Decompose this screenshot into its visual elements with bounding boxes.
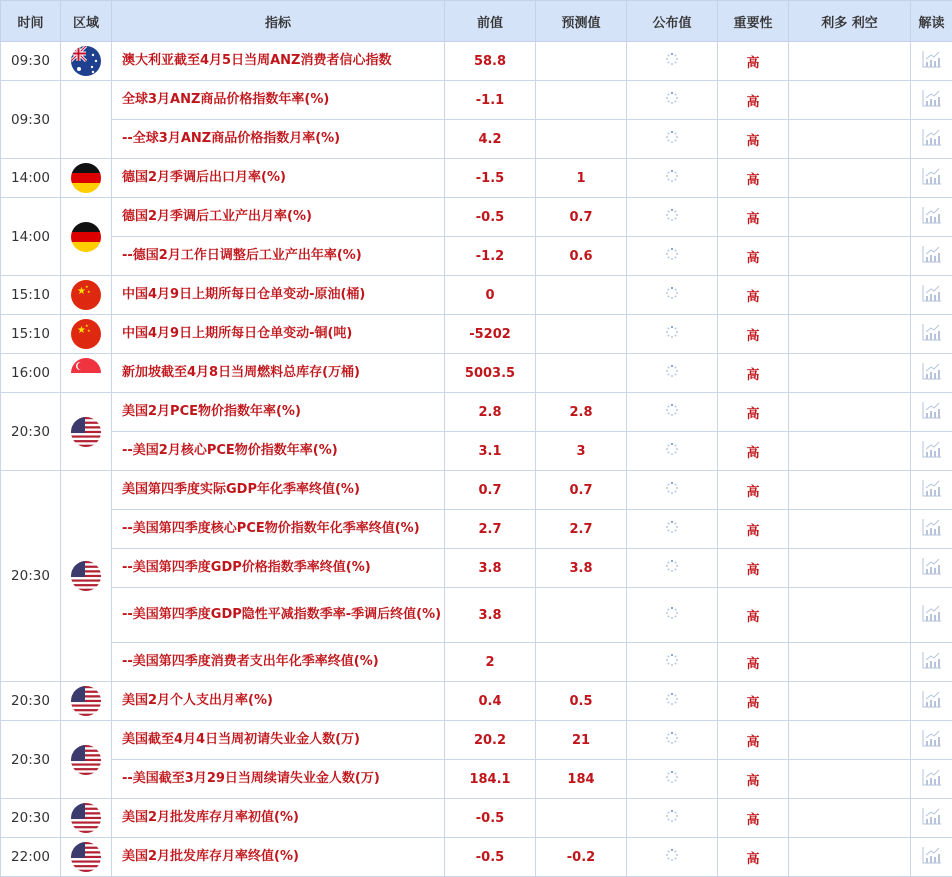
actual-value bbox=[627, 838, 718, 877]
actual-value bbox=[627, 159, 718, 198]
actual-value bbox=[627, 42, 718, 81]
chart-icon[interactable] bbox=[922, 479, 942, 501]
previous-value: -1.1 bbox=[445, 81, 536, 120]
loading-spinner-icon bbox=[665, 653, 679, 671]
table-row[interactable] bbox=[1, 510, 952, 549]
previous-value: 3.8 bbox=[445, 588, 536, 643]
bull-bear-cell bbox=[789, 682, 911, 721]
forecast-value: 0.5 bbox=[536, 682, 627, 721]
chart-icon[interactable] bbox=[922, 440, 942, 462]
region-cell bbox=[61, 198, 112, 276]
actual-value bbox=[627, 471, 718, 510]
chart-icon[interactable] bbox=[922, 604, 942, 626]
analysis-button[interactable] bbox=[911, 393, 952, 432]
bull-bear-cell bbox=[789, 721, 911, 760]
region-cell bbox=[61, 354, 112, 393]
loading-spinner-icon bbox=[665, 731, 679, 749]
chart-icon[interactable] bbox=[922, 245, 942, 267]
bull-bear-cell bbox=[789, 315, 911, 354]
table-row[interactable] bbox=[1, 721, 952, 760]
forecast-value: 2.8 bbox=[536, 393, 627, 432]
region-cell bbox=[61, 393, 112, 471]
indicator-link[interactable]: --德国2月工作日调整后工业产出年率(%) bbox=[112, 237, 445, 276]
actual-value bbox=[627, 432, 718, 471]
usa-flag-icon bbox=[71, 745, 101, 775]
bull-bear-cell bbox=[789, 510, 911, 549]
region-cell bbox=[61, 471, 112, 682]
header-bull-bear: 利多 利空 bbox=[789, 1, 911, 42]
forecast-value: 3 bbox=[536, 432, 627, 471]
loading-spinner-icon bbox=[665, 848, 679, 866]
time-cell: 20:30 bbox=[1, 721, 61, 799]
indicator-link[interactable]: --美国第四季度核心PCE物价指数年化季率终值(%) bbox=[112, 510, 445, 549]
chart-icon[interactable] bbox=[922, 729, 942, 751]
indicator-link[interactable]: 新加坡截至4月8日当周燃料总库存(万桶) bbox=[112, 354, 445, 393]
svg-text:★: ★ bbox=[87, 328, 91, 333]
header-time: 时间 bbox=[1, 1, 61, 42]
loading-spinner-icon bbox=[665, 325, 679, 343]
indicator-link[interactable]: 澳大利亚截至4月5日当周ANZ消费者信心指数 bbox=[112, 42, 445, 81]
forecast-value bbox=[536, 315, 627, 354]
forecast-value bbox=[536, 354, 627, 393]
indicator-link[interactable]: 美国2月批发库存月率初值(%) bbox=[112, 799, 445, 838]
table-row[interactable] bbox=[1, 159, 952, 198]
table-row[interactable] bbox=[1, 760, 952, 799]
indicator-link[interactable]: --美国截至3月29日当周续请失业金人数(万) bbox=[112, 760, 445, 799]
importance-badge: 高 bbox=[718, 682, 789, 721]
analysis-button[interactable] bbox=[911, 760, 952, 799]
loading-spinner-icon bbox=[665, 52, 679, 70]
previous-value: 2.7 bbox=[445, 510, 536, 549]
table-row[interactable] bbox=[1, 198, 952, 237]
indicator-link[interactable]: 美国截至4月4日当周初请失业金人数(万) bbox=[112, 721, 445, 760]
bull-bear-cell bbox=[789, 760, 911, 799]
actual-value bbox=[627, 510, 718, 549]
actual-value bbox=[627, 643, 718, 682]
time-cell: 14:00 bbox=[1, 159, 61, 198]
bull-bear-cell bbox=[789, 643, 911, 682]
analysis-button[interactable] bbox=[911, 159, 952, 198]
chart-icon[interactable] bbox=[922, 167, 942, 189]
analysis-button[interactable] bbox=[911, 198, 952, 237]
loading-spinner-icon bbox=[665, 130, 679, 148]
table-row[interactable] bbox=[1, 81, 952, 120]
importance-badge: 高 bbox=[718, 276, 789, 315]
analysis-button[interactable] bbox=[911, 354, 952, 393]
loading-spinner-icon bbox=[665, 403, 679, 421]
indicator-link[interactable]: 美国2月PCE物价指数年率(%) bbox=[112, 393, 445, 432]
loading-spinner-icon bbox=[665, 770, 679, 788]
usa-flag-icon bbox=[71, 803, 101, 833]
time-cell: 20:30 bbox=[1, 393, 61, 471]
bull-bear-cell bbox=[789, 237, 911, 276]
forecast-value bbox=[536, 643, 627, 682]
importance-badge: 高 bbox=[718, 393, 789, 432]
svg-text:★: ★ bbox=[77, 286, 86, 297]
forecast-value: 184 bbox=[536, 760, 627, 799]
chart-icon[interactable] bbox=[922, 362, 942, 384]
indicator-link[interactable]: 美国2月批发库存月率终值(%) bbox=[112, 838, 445, 877]
indicator-link[interactable]: --全球3月ANZ商品价格指数月率(%) bbox=[112, 120, 445, 159]
previous-value: -0.5 bbox=[445, 838, 536, 877]
importance-badge: 高 bbox=[718, 354, 789, 393]
table-row[interactable] bbox=[1, 354, 952, 393]
indicator-link[interactable]: --美国2月核心PCE物价指数年率(%) bbox=[112, 432, 445, 471]
previous-value: 2 bbox=[445, 643, 536, 682]
indicator-link[interactable]: 中国4月9日上期所每日仓单变动-原油(桶) bbox=[112, 276, 445, 315]
actual-value bbox=[627, 588, 718, 643]
analysis-button[interactable] bbox=[911, 81, 952, 120]
time-cell: 09:30 bbox=[1, 81, 61, 159]
previous-value: -0.5 bbox=[445, 198, 536, 237]
forecast-value: 2.7 bbox=[536, 510, 627, 549]
table-row[interactable] bbox=[1, 315, 952, 354]
table-row[interactable] bbox=[1, 471, 952, 510]
bull-bear-cell bbox=[789, 354, 911, 393]
usa-flag-icon bbox=[71, 842, 101, 872]
table-row[interactable] bbox=[1, 276, 952, 315]
svg-text:★: ★ bbox=[77, 325, 86, 336]
analysis-button[interactable] bbox=[911, 799, 952, 838]
usa-flag-icon bbox=[71, 686, 101, 716]
forecast-value bbox=[536, 799, 627, 838]
previous-value: 2.8 bbox=[445, 393, 536, 432]
indicator-link[interactable]: 美国2月个人支出月率(%) bbox=[112, 682, 445, 721]
chart-icon[interactable] bbox=[922, 557, 942, 579]
region-cell bbox=[61, 276, 112, 315]
actual-value bbox=[627, 549, 718, 588]
importance-badge: 高 bbox=[718, 159, 789, 198]
previous-value: 4.2 bbox=[445, 120, 536, 159]
importance-badge: 高 bbox=[718, 510, 789, 549]
time-cell: 09:30 bbox=[1, 42, 61, 81]
header-importance: 重要性 bbox=[718, 1, 789, 42]
importance-badge: 高 bbox=[718, 643, 789, 682]
previous-value: 184.1 bbox=[445, 760, 536, 799]
time-cell: 15:10 bbox=[1, 276, 61, 315]
forecast-value: 3.8 bbox=[536, 549, 627, 588]
singapore-flag-icon bbox=[71, 358, 101, 388]
chart-icon[interactable] bbox=[922, 284, 942, 306]
forecast-value: 1 bbox=[536, 159, 627, 198]
svg-text:★: ★ bbox=[85, 284, 89, 289]
indicator-link[interactable]: --美国第四季度消费者支出年化季率终值(%) bbox=[112, 643, 445, 682]
forecast-value bbox=[536, 120, 627, 159]
time-cell: 20:30 bbox=[1, 471, 61, 682]
importance-badge: 高 bbox=[718, 120, 789, 159]
analysis-button[interactable] bbox=[911, 682, 952, 721]
table-row[interactable] bbox=[1, 432, 952, 471]
analysis-button[interactable] bbox=[911, 721, 952, 760]
importance-badge: 高 bbox=[718, 432, 789, 471]
bull-bear-cell bbox=[789, 120, 911, 159]
header-indicator: 指标 bbox=[112, 1, 445, 42]
loading-spinner-icon bbox=[665, 606, 679, 624]
chart-icon[interactable] bbox=[922, 206, 942, 228]
table-row[interactable] bbox=[1, 799, 952, 838]
previous-value: -5202 bbox=[445, 315, 536, 354]
importance-badge: 高 bbox=[718, 315, 789, 354]
time-cell: 14:00 bbox=[1, 198, 61, 276]
chart-icon[interactable] bbox=[922, 846, 942, 868]
analysis-button[interactable] bbox=[911, 237, 952, 276]
loading-spinner-icon bbox=[665, 442, 679, 460]
table-row[interactable] bbox=[1, 682, 952, 721]
actual-value bbox=[627, 682, 718, 721]
indicator-link[interactable]: 中国4月9日上期所每日仓单变动-铜(吨) bbox=[112, 315, 445, 354]
importance-badge: 高 bbox=[718, 838, 789, 877]
germany-flag-icon bbox=[71, 222, 101, 252]
indicator-link[interactable]: 德国2月季调后工业产出月率(%) bbox=[112, 198, 445, 237]
analysis-button[interactable] bbox=[911, 315, 952, 354]
chart-icon[interactable] bbox=[922, 690, 942, 712]
analysis-button[interactable] bbox=[911, 120, 952, 159]
usa-flag-icon bbox=[71, 417, 101, 447]
usa-flag-icon bbox=[71, 561, 101, 591]
header-actual: 公布值 bbox=[627, 1, 718, 42]
actual-value bbox=[627, 120, 718, 159]
time-cell: 15:10 bbox=[1, 315, 61, 354]
time-cell: 20:30 bbox=[1, 799, 61, 838]
chart-icon[interactable] bbox=[922, 651, 942, 673]
chart-icon[interactable] bbox=[922, 807, 942, 829]
chart-icon[interactable] bbox=[922, 50, 942, 72]
loading-spinner-icon bbox=[665, 247, 679, 265]
previous-value: 0 bbox=[445, 276, 536, 315]
previous-value: 20.2 bbox=[445, 721, 536, 760]
table-row[interactable] bbox=[1, 643, 952, 682]
forecast-value: 0.7 bbox=[536, 198, 627, 237]
table-row[interactable] bbox=[1, 588, 952, 643]
region-cell bbox=[61, 81, 112, 159]
header-previous: 前值 bbox=[445, 1, 536, 42]
previous-value: -1.2 bbox=[445, 237, 536, 276]
importance-badge: 高 bbox=[718, 81, 789, 120]
chart-icon[interactable] bbox=[922, 89, 942, 111]
importance-badge: 高 bbox=[718, 760, 789, 799]
bull-bear-cell bbox=[789, 42, 911, 81]
actual-value bbox=[627, 721, 718, 760]
forecast-value: 0.6 bbox=[536, 237, 627, 276]
actual-value bbox=[627, 799, 718, 838]
chart-icon[interactable] bbox=[922, 128, 942, 150]
actual-value bbox=[627, 276, 718, 315]
loading-spinner-icon bbox=[665, 169, 679, 187]
bull-bear-cell bbox=[789, 393, 911, 432]
forecast-value: -0.2 bbox=[536, 838, 627, 877]
header-forecast: 预测值 bbox=[536, 1, 627, 42]
region-cell bbox=[61, 799, 112, 838]
indicator-link[interactable]: 德国2月季调后出口月率(%) bbox=[112, 159, 445, 198]
analysis-button[interactable] bbox=[911, 588, 952, 643]
australia-flag-icon bbox=[71, 46, 101, 76]
loading-spinner-icon bbox=[665, 520, 679, 538]
chart-icon[interactable] bbox=[922, 323, 942, 345]
indicator-link[interactable]: --美国第四季度GDP价格指数季率终值(%) bbox=[112, 549, 445, 588]
analysis-button[interactable] bbox=[911, 42, 952, 81]
bull-bear-cell bbox=[789, 198, 911, 237]
previous-value: 0.7 bbox=[445, 471, 536, 510]
bull-bear-cell bbox=[789, 588, 911, 643]
time-cell: 22:00 bbox=[1, 838, 61, 877]
previous-value: 3.8 bbox=[445, 549, 536, 588]
forecast-value bbox=[536, 588, 627, 643]
previous-value: 58.8 bbox=[445, 42, 536, 81]
table-row[interactable] bbox=[1, 549, 952, 588]
table-row[interactable] bbox=[1, 42, 952, 81]
svg-text:★: ★ bbox=[85, 323, 89, 328]
table-row[interactable] bbox=[1, 838, 952, 877]
analysis-button[interactable] bbox=[911, 510, 952, 549]
previous-value: 3.1 bbox=[445, 432, 536, 471]
analysis-button[interactable] bbox=[911, 276, 952, 315]
actual-value bbox=[627, 198, 718, 237]
region-cell bbox=[61, 721, 112, 799]
loading-spinner-icon bbox=[665, 286, 679, 304]
china-flag-icon bbox=[71, 319, 101, 349]
bull-bear-cell bbox=[789, 276, 911, 315]
previous-value: 0.4 bbox=[445, 682, 536, 721]
importance-badge: 高 bbox=[718, 799, 789, 838]
analysis-button[interactable] bbox=[911, 471, 952, 510]
table-row[interactable] bbox=[1, 237, 952, 276]
actual-value bbox=[627, 81, 718, 120]
analysis-button[interactable] bbox=[911, 643, 952, 682]
loading-spinner-icon bbox=[665, 364, 679, 382]
bull-bear-cell bbox=[789, 549, 911, 588]
bull-bear-cell bbox=[789, 81, 911, 120]
bull-bear-cell bbox=[789, 799, 911, 838]
importance-badge: 高 bbox=[718, 237, 789, 276]
region-cell bbox=[61, 42, 112, 81]
previous-value: -1.5 bbox=[445, 159, 536, 198]
bull-bear-cell bbox=[789, 471, 911, 510]
loading-spinner-icon bbox=[665, 809, 679, 827]
region-cell bbox=[61, 838, 112, 877]
analysis-button[interactable] bbox=[911, 549, 952, 588]
importance-badge: 高 bbox=[718, 588, 789, 643]
chart-icon[interactable] bbox=[922, 768, 942, 790]
chart-icon[interactable] bbox=[922, 518, 942, 540]
loading-spinner-icon bbox=[665, 481, 679, 499]
header-region: 区域 bbox=[61, 1, 112, 42]
china-flag-icon bbox=[71, 280, 101, 310]
actual-value bbox=[627, 760, 718, 799]
time-cell: 16:00 bbox=[1, 354, 61, 393]
forecast-value bbox=[536, 42, 627, 81]
analysis-button[interactable] bbox=[911, 432, 952, 471]
forecast-value: 21 bbox=[536, 721, 627, 760]
actual-value bbox=[627, 393, 718, 432]
previous-value: -0.5 bbox=[445, 799, 536, 838]
header-row bbox=[1, 1, 952, 42]
loading-spinner-icon bbox=[665, 91, 679, 109]
bull-bear-cell bbox=[789, 432, 911, 471]
bull-bear-cell bbox=[789, 838, 911, 877]
indicator-link[interactable]: 美国第四季度实际GDP年化季率终值(%) bbox=[112, 471, 445, 510]
importance-badge: 高 bbox=[718, 42, 789, 81]
region-cell bbox=[61, 682, 112, 721]
bull-bear-cell bbox=[789, 159, 911, 198]
importance-badge: 高 bbox=[718, 549, 789, 588]
table-row[interactable] bbox=[1, 120, 952, 159]
actual-value bbox=[627, 354, 718, 393]
indicator-link[interactable]: --美国第四季度GDP隐性平减指数季率-季调后终值(%) bbox=[112, 588, 445, 643]
actual-value bbox=[627, 237, 718, 276]
forecast-value bbox=[536, 276, 627, 315]
loading-spinner-icon bbox=[665, 692, 679, 710]
importance-badge: 高 bbox=[718, 198, 789, 237]
actual-value bbox=[627, 315, 718, 354]
region-cell bbox=[61, 159, 112, 198]
time-cell: 20:30 bbox=[1, 682, 61, 721]
loading-spinner-icon bbox=[665, 208, 679, 226]
region-cell bbox=[61, 315, 112, 354]
loading-spinner-icon bbox=[665, 559, 679, 577]
header-analysis: 解读 bbox=[911, 1, 952, 42]
germany-flag-icon bbox=[71, 163, 101, 193]
forecast-value bbox=[536, 81, 627, 120]
chart-icon[interactable] bbox=[922, 401, 942, 423]
table-row[interactable] bbox=[1, 393, 952, 432]
forecast-value: 0.7 bbox=[536, 471, 627, 510]
svg-text:★: ★ bbox=[87, 289, 91, 294]
analysis-button[interactable] bbox=[911, 838, 952, 877]
indicator-link[interactable]: 全球3月ANZ商品价格指数年率(%) bbox=[112, 81, 445, 120]
importance-badge: 高 bbox=[718, 721, 789, 760]
importance-badge: 高 bbox=[718, 471, 789, 510]
previous-value: 5003.5 bbox=[445, 354, 536, 393]
